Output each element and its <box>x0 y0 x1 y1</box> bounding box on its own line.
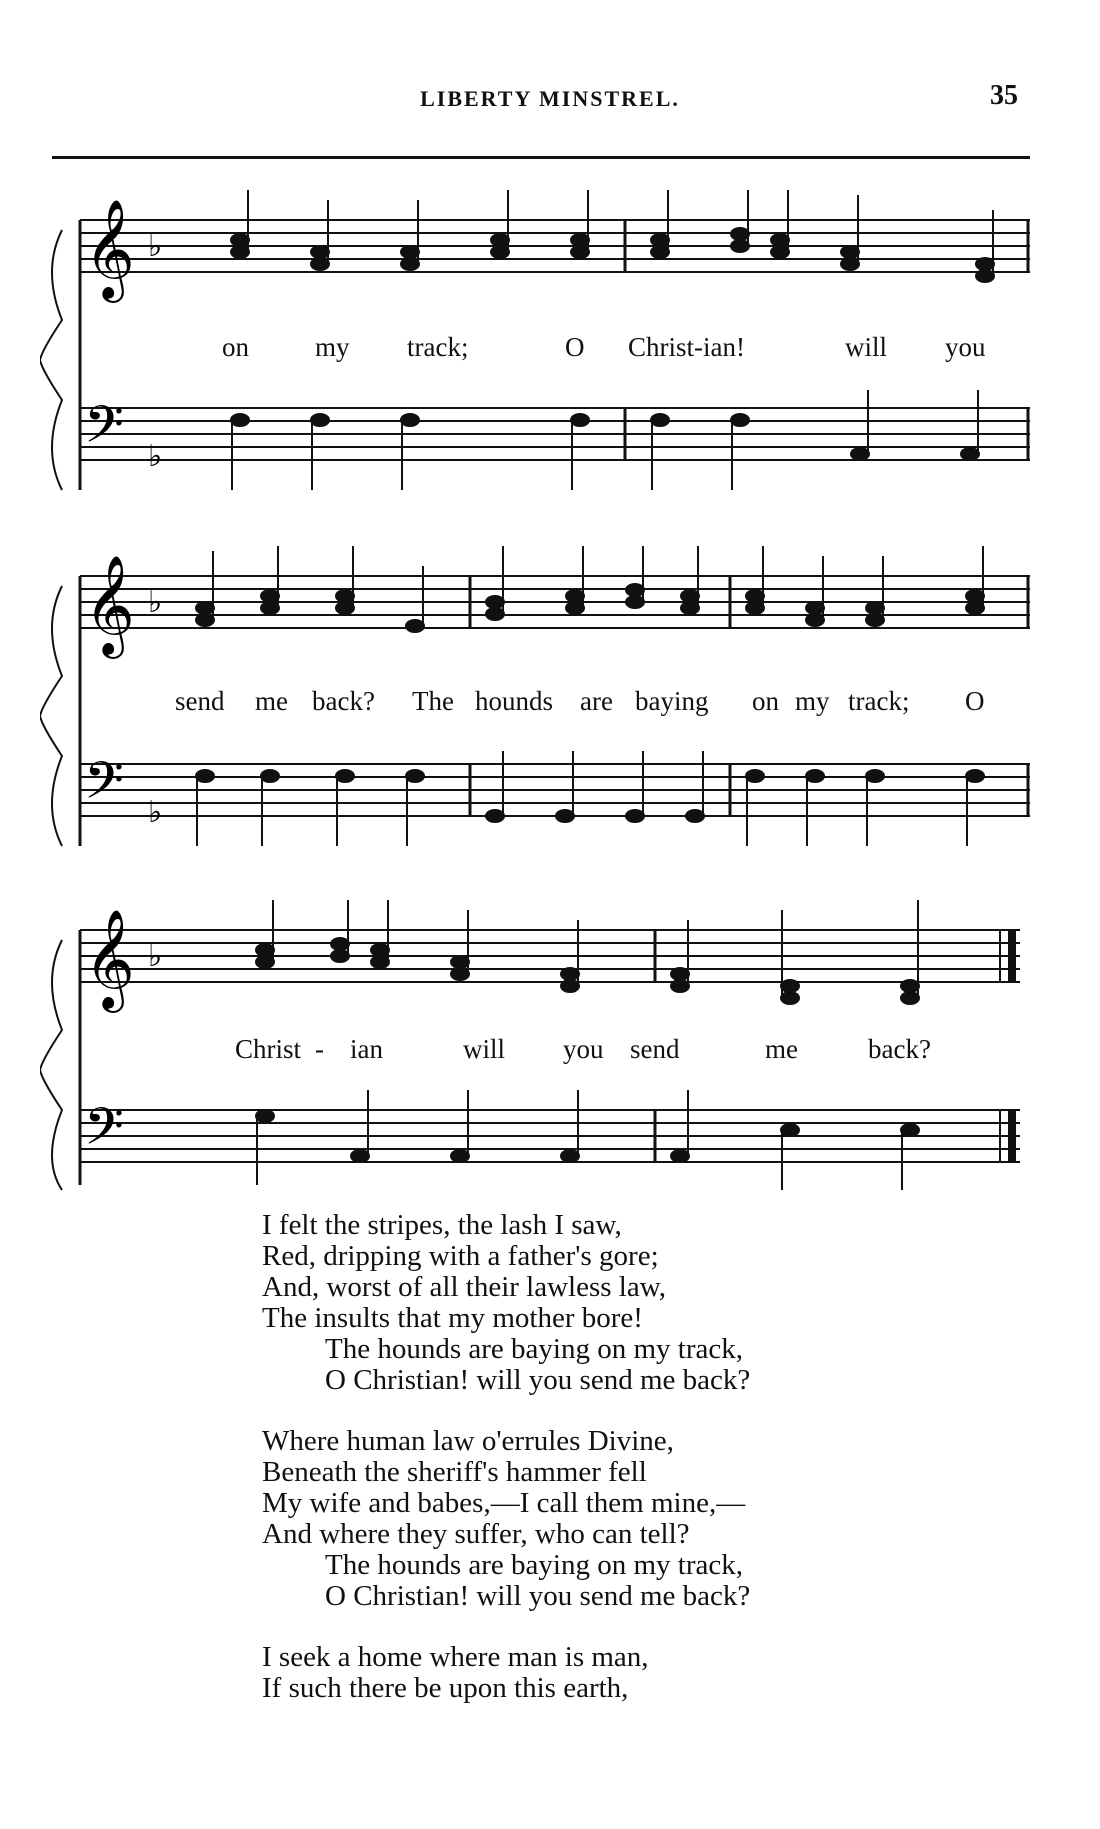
music-system-1 <box>40 190 1030 510</box>
verse-stanza <box>0 1642 1100 1704</box>
lyric-syllable: send <box>630 1034 680 1064</box>
lyric-syllable: are <box>580 686 613 716</box>
svg-text:♭: ♭ <box>148 939 163 974</box>
verse-text <box>0 1210 1100 1734</box>
lyric-syllable: me <box>765 1034 798 1064</box>
lyric-syllable: track; <box>848 686 910 716</box>
verse-line: If such there be upon this earth, <box>262 1672 629 1704</box>
lyric-syllable: will <box>845 332 888 362</box>
svg-text:𝄞: 𝄞 <box>84 555 135 655</box>
lyric-syllable: back? <box>868 1034 931 1064</box>
verse-line: I felt the stripes, the lash I saw, <box>262 1209 622 1241</box>
verse-line: And where they suffer, who can tell? <box>262 1518 690 1550</box>
running-header: LIBERTY MINSTREL. <box>420 86 680 111</box>
verse-line: My wife and babes,—I call them mine,— <box>262 1487 746 1519</box>
lyric-syllable: O <box>565 332 585 362</box>
lyric-syllable: back? <box>312 686 375 716</box>
svg-text:𝄢: 𝄢 <box>84 750 124 823</box>
svg-text:𝄢: 𝄢 <box>84 1096 124 1169</box>
lyric-syllable: you <box>945 332 986 362</box>
page-number: 35 <box>990 80 1018 111</box>
verse-line: I seek a home where man is man, <box>262 1641 649 1673</box>
lyric-syllable: you <box>563 1034 604 1064</box>
music-system-3 <box>40 900 1030 1200</box>
svg-text:𝄞: 𝄞 <box>84 909 135 1009</box>
lyric-syllable: send <box>175 686 225 716</box>
lyric-syllable: will <box>463 1034 506 1064</box>
treble-staff <box>80 220 1030 272</box>
lyric-syllable: my <box>315 332 350 362</box>
bass-staff <box>80 408 1030 460</box>
lyric-syllable: - <box>315 1034 324 1064</box>
verse-line: The insults that my mother bore! <box>262 1302 643 1334</box>
svg-text:𝄞: 𝄞 <box>84 199 135 299</box>
verse-stanza <box>0 1426 1100 1612</box>
svg-text:𝄢: 𝄢 <box>84 394 124 467</box>
verse-line: Where human law o'errules Divine, <box>262 1425 674 1457</box>
verse-line: O Christian! will you send me back? <box>325 1580 751 1612</box>
lyric-syllable: Christ <box>235 1034 302 1064</box>
verse-stanza <box>0 1210 1100 1396</box>
music-system-2 <box>40 546 1030 866</box>
svg-text:♭: ♭ <box>148 439 163 474</box>
header-rule <box>52 156 1030 159</box>
verse-line: The hounds are baying on my track, <box>325 1549 743 1581</box>
verse-line: Beneath the sheriff's hammer fell <box>262 1456 647 1488</box>
verse-line: The hounds are baying on my track, <box>325 1333 743 1365</box>
svg-text:♭: ♭ <box>148 585 163 620</box>
svg-text:♭: ♭ <box>148 229 163 264</box>
verse-line: And, worst of all their lawless law, <box>262 1271 667 1303</box>
verse-line: O Christian! will you send me back? <box>325 1364 751 1396</box>
lyric-syllable: O <box>965 686 985 716</box>
lyric-syllable: track; <box>407 332 469 362</box>
lyric-syllable: ian <box>350 1034 383 1064</box>
svg-text:♭: ♭ <box>148 795 163 830</box>
lyric-syllable: me <box>255 686 288 716</box>
lyric-syllable: on <box>222 332 249 362</box>
lyric-syllable: The <box>412 686 454 716</box>
lyric-syllable: on <box>752 686 779 716</box>
lyric-syllable: baying <box>635 686 709 716</box>
lyric-syllable: hounds <box>475 686 554 716</box>
lyric-syllable: Christ-ian! <box>628 332 745 362</box>
lyric-syllable: my <box>795 686 830 716</box>
verse-line: Red, dripping with a father's gore; <box>262 1240 659 1272</box>
